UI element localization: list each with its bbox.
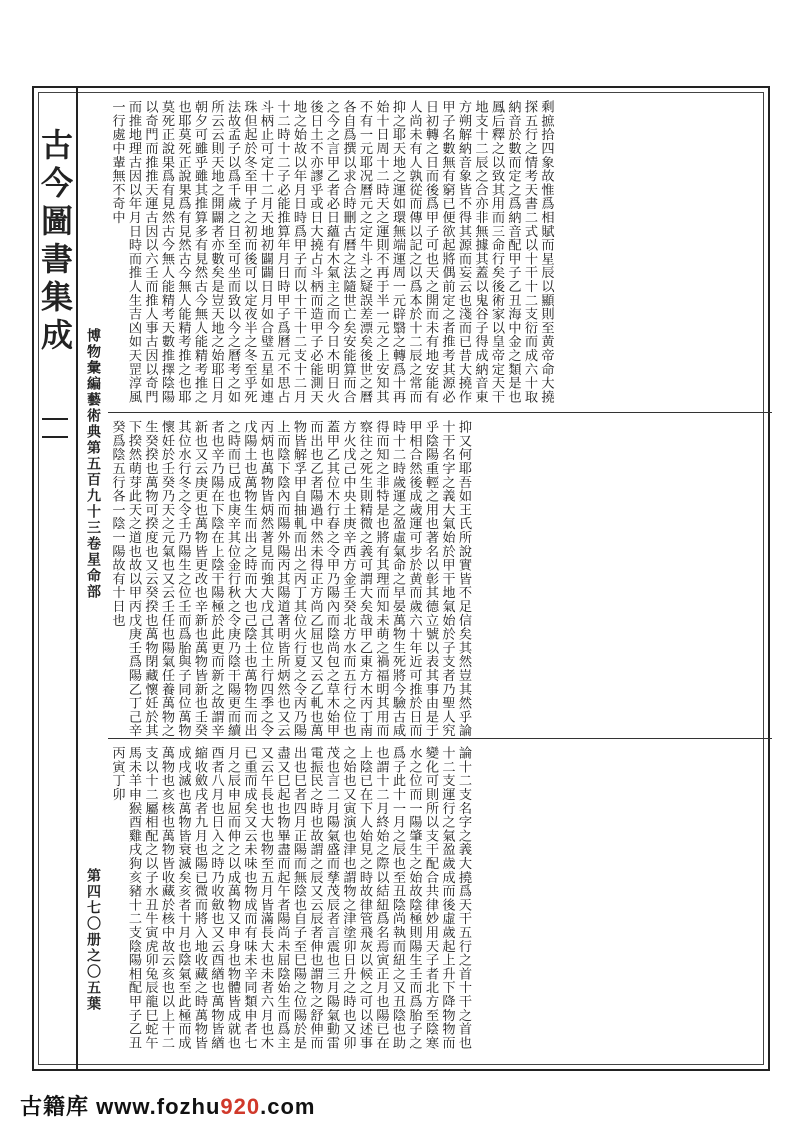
panel-text: 論十二支名字之義大撓爲天干五行之首十干之首也十二支運行之氣盈歲成而後虛歲起上升下降物物而變化可則所以支干配合共律妙用天子者北方至陰寒水之位而一陽肇生之始故陰極則陽生壬而爲胎子之爲子此十一月之辰也至丑陰尚執而紐之又丑陰也助也謂十二月終始之際以結紐爲名焉寅正月也陽已在上陰已在下人始見之時故律管飛灰以候之可以述事之始也又寅演也津也謂物之津塗卯日升之時也又卯茂也言二月陽氣盛而孳茂辰者言震也三月陽氣動雷電振民之時也故謂之辰又云辰者伸也謂物之舒伸而出也巳者四月正陽而無陰也自子至巳陽之位陽於是盡又巳起也物畢盡而起午者陽尚未屈陰始生而爲主又云午長也大也物至五月皆滿長大也未者六月也木已重而成矣又云未味也物成而有味未辛同類申者七月之辰申屈而伸之以成萬物又申身也物體皆成就也酉者八月也日入之時乃收斂也又云酉緧也萬物皆緧縮收斂戌者九月也陽已微而將入地收藏之時萬物皆成戌滅也萬物皆衰滅矣亥者十月也陰氣至此極而成萬物也亥核也萬物皆收藏於核中故云亥也以上十二支以十二屬相配之以子水丑牛寅虎卯兔辰龍巳蛇午馬未羊申猴酉雞戌狗亥豬十二支陰陽相配甲子乙丑丙寅丁卯 — [109, 746, 471, 1050]
title-band-ornament — [42, 418, 68, 438]
book-title: 古今圖書集成 — [36, 128, 74, 356]
site-name: 古籍库 — [20, 1094, 90, 1119]
url-number: 920 — [220, 1094, 261, 1119]
panel-text: 抑又何耶吾如王氏所說實皆不足信矣其然豈其然乎論十干名字之義大氣始於甲干地氣始於子支者乃聖人究乎陰陽重輕之用也著名以彰其德立號以表其事由是于甲相合然後成歲運可步於黄而歲六十年近可推於日而時十二時歲運之盈虛氣命之早晏萬物生死將今驗古咸得而知之非特是也將有其理而知未萌之禍福明其用而察往之死生則精微之義可謂大矣哉甲乙東方木丙丁南方火戊己中央土庚辛西方金壬癸北方水而五行之位也蓋甲乙其位木行春之令甲乃陽內而陰尚包之草木始甲而出也乙者陽過中然未得正方尚乙屈也又云乙軋也萬物皆解孚甲自抽軋而出之丙丁其位火行夏之令丙乃陽上而陰下陰內而陽外陽丙其陽道著明皆所炳然也又云丙炳也萬物皆炳然著見而強大戊己其位土行四季之令戊陽土也萬物生而出之時而大也己陰土也萬物生而出之時而已成也庚辛其位金行秋之令庚乃陰干陽更而續者也辛乃陽在下陰在上陰干陽極於此更而新之故謂辛新也又云庚更也萬物皆更改也辛新也萬物皆新也壬癸其位水行冬之令壬乃陽生之位壬而爲胎與子同位萬物懷妊於壬癸乃天之元氣也又云壬任也陽氣任養萬物之生癸揆也萬物可揆度也又云癸揆也萬物閉藏懷妊於其下揆然萌芽此天之道也故以甲丙戊庚壬爲陽乙丁己辛癸爲陰五行各一陰一陽故有十日也 — [109, 420, 471, 738]
text-panel-middle — [108, 416, 772, 739]
url-prefix: www.fozhu — [96, 1094, 221, 1119]
section-label: 博物彙編藝術典第五百九十三卷星命部 — [85, 328, 101, 600]
url-suffix: .com — [260, 1094, 316, 1119]
volume-label: 第四七〇册之〇五葉 — [85, 868, 101, 1012]
watermark-footer — [20, 1090, 316, 1121]
panel-text: 剩摭拾四象故惟爲相賦而星辰以顯則至黄帝命大撓探五行之情考天書二式以十干十二支衍而成六十取納音於數而定之爲納音配甲子乙丑海中金之類是也鳳后釋之以致其用而三命行矣後術家以皇帝定天干地支十二辰之合亦非無據其蓋以鬼谷子得成納音東方朔解納音象皆不得其源而妄云也淺而已昔大撓作甲子名數無有窮已便欲起將偶前定之者推考其源必日初轉之日而後爲甲子可也天之開而未有地安能有人尚未有人孰從而傳以記之以爲本於十二辰之常而抑之耶天地之運如環無端運周一元辟翳之轉爲十再始十日周十二時天之運則不再于半一元之上安知其不有一元耶况曆元之定牛斗之疑誤差漂矣後世之曆各自爲撰以求合時刪古曆之法隨世亡矣安能算而合之今之言甲乙者必日蘊有木氣主之而今日木明日火後日土不亦謬乎或日大撓占斗柄而造甲子必能測天地之始故以年月日時爲甲子而以十干十二支十二月十二時十二子必能推算年月日時甲子爲曆元不思占斗柄止可定十二月天地初闢闢日月如合璧五星如連珠但起於冬至甲子之初而後可以定夜半之冬至乎死法故孟子以爲千歲之日至可坐而致以今之曆考之如所云云則天地之開闢者亦數矣是豈天地之始耶日月朝夕可雖乎雖其推算多有見然古今無人能精考推之也耶莫死正說果爲有見然古今無人能精考推之也耶莫死正說果爲有見然古今無人能精考天數推擇陰陽以奇門而推推天運古因以六壬而推人事古因以奇門而推地理古因以年月日時而推人生吉凶如天罡淳風一行處中輩無不奇中 — [109, 100, 554, 404]
text-panel-top — [108, 96, 772, 413]
site-url[interactable] — [96, 1094, 315, 1119]
page-frame — [32, 86, 770, 1071]
text-panel-bottom — [108, 742, 772, 1060]
title-band — [34, 88, 78, 1069]
